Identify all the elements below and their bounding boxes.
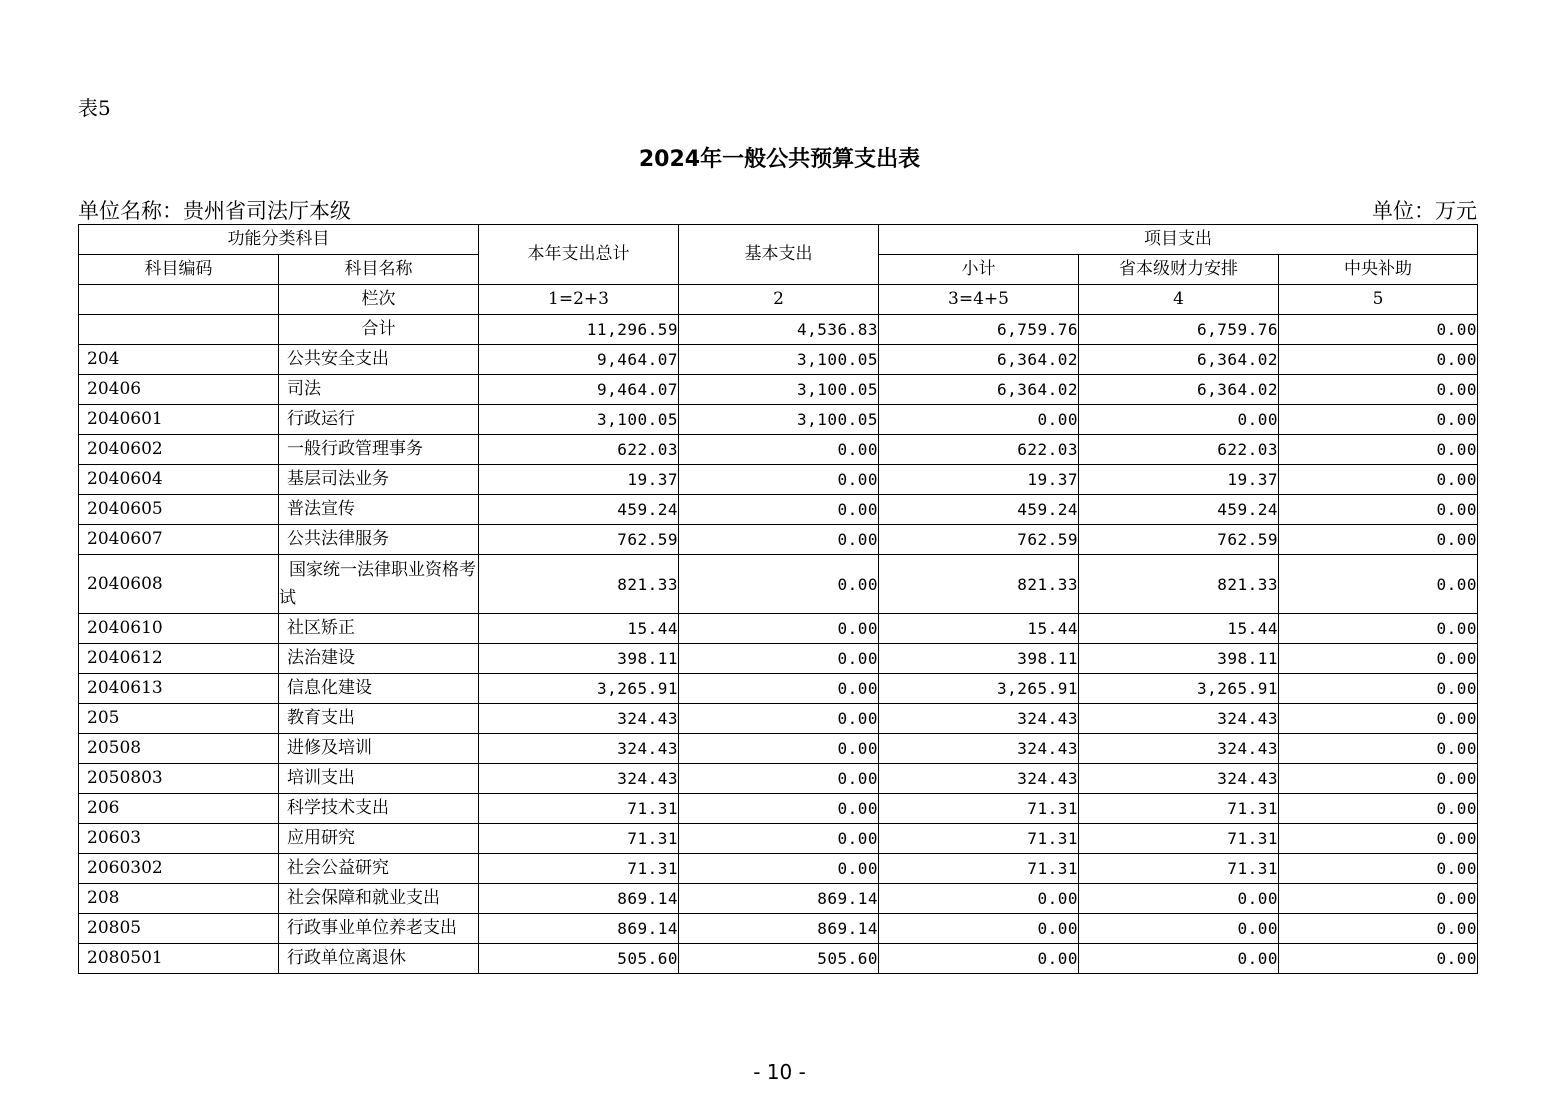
row-subtotal: 0.00 — [879, 944, 1079, 974]
row-code: 208 — [79, 884, 279, 914]
row-code: 2040602 — [79, 435, 279, 465]
row-name: 司法 — [279, 375, 479, 405]
header-total: 本年支出总计 — [479, 225, 679, 285]
row-central: 0.00 — [1279, 794, 1478, 824]
row-provincial: 324.43 — [1079, 704, 1279, 734]
row-subtotal: 3,265.91 — [879, 674, 1079, 704]
row-code: 2040601 — [79, 405, 279, 435]
row-total: 869.14 — [479, 884, 679, 914]
row-name: 应用研究 — [279, 824, 479, 854]
summary-total: 11,296.59 — [479, 315, 679, 345]
row-name: 社会公益研究 — [279, 854, 479, 884]
row-basic: 3,100.05 — [679, 345, 879, 375]
summary-row — [79, 315, 1478, 345]
row-name: 普法宣传 — [279, 495, 479, 525]
row-subtotal: 0.00 — [879, 884, 1079, 914]
column-index-row — [79, 285, 1478, 315]
row-central: 0.00 — [1279, 525, 1478, 555]
row-total: 459.24 — [479, 495, 679, 525]
row-basic: 0.00 — [679, 614, 879, 644]
table-row — [79, 884, 1478, 914]
row-code: 20508 — [79, 734, 279, 764]
row-total: 71.31 — [479, 824, 679, 854]
row-subtotal: 324.43 — [879, 734, 1079, 764]
row-provincial: 3,265.91 — [1079, 674, 1279, 704]
document-title: 2024年一般公共预算支出表 — [638, 147, 921, 172]
row-total: 3,265.91 — [479, 674, 679, 704]
row-subtotal: 0.00 — [879, 914, 1079, 944]
row-name: 教育支出 — [279, 704, 479, 734]
row-central: 0.00 — [1279, 465, 1478, 495]
table-row — [79, 704, 1478, 734]
row-name: 行政运行 — [279, 405, 479, 435]
row-central: 0.00 — [1279, 944, 1478, 974]
table-row — [79, 914, 1478, 944]
row-name: 公共法律服务 — [279, 525, 479, 555]
row-code: 20805 — [79, 914, 279, 944]
row-provincial: 398.11 — [1079, 644, 1279, 674]
row-name: 法治建设 — [279, 644, 479, 674]
row-provincial: 71.31 — [1079, 854, 1279, 884]
row-central: 0.00 — [1279, 614, 1478, 644]
table-row — [79, 824, 1478, 854]
table-row — [79, 525, 1478, 555]
row-provincial: 0.00 — [1079, 914, 1279, 944]
row-code: 2040608 — [79, 555, 279, 614]
row-total: 324.43 — [479, 764, 679, 794]
summary-central: 0.00 — [1279, 315, 1478, 345]
row-subtotal: 762.59 — [879, 525, 1079, 555]
header-provincial: 省本级财力安排 — [1079, 255, 1279, 285]
row-name: 社会保障和就业支出 — [279, 884, 479, 914]
row-provincial: 0.00 — [1079, 405, 1279, 435]
row-name: 社区矫正 — [279, 614, 479, 644]
row-provincial: 762.59 — [1079, 525, 1279, 555]
table-row — [79, 734, 1478, 764]
row-basic: 0.00 — [679, 734, 879, 764]
row-code: 2040610 — [79, 614, 279, 644]
row-basic: 0.00 — [679, 525, 879, 555]
table-row — [79, 375, 1478, 405]
row-subtotal: 71.31 — [879, 794, 1079, 824]
row-basic: 0.00 — [679, 854, 879, 884]
row-total: 19.37 — [479, 465, 679, 495]
row-central: 0.00 — [1279, 884, 1478, 914]
row-provincial: 0.00 — [1079, 884, 1279, 914]
row-code: 204 — [79, 345, 279, 375]
row-provincial: 324.43 — [1079, 764, 1279, 794]
row-central: 0.00 — [1279, 644, 1478, 674]
row-subtotal: 622.03 — [879, 435, 1079, 465]
row-provincial: 6,364.02 — [1079, 345, 1279, 375]
row-total: 3,100.05 — [479, 405, 679, 435]
table-label: 表5 — [78, 96, 111, 120]
row-basic: 3,100.05 — [679, 375, 879, 405]
row-code: 205 — [79, 704, 279, 734]
row-central: 0.00 — [1279, 345, 1478, 375]
row-basic: 0.00 — [679, 435, 879, 465]
row-subtotal: 398.11 — [879, 644, 1079, 674]
row-basic: 3,100.05 — [679, 405, 879, 435]
row-name: 行政事业单位养老支出 — [279, 914, 479, 944]
row-code: 2060302 — [79, 854, 279, 884]
row-basic: 0.00 — [679, 495, 879, 525]
row-name: 科学技术支出 — [279, 794, 479, 824]
row-central: 0.00 — [1279, 824, 1478, 854]
table-row — [79, 674, 1478, 704]
row-subtotal: 6,364.02 — [879, 375, 1079, 405]
row-name: 公共安全支出 — [279, 345, 479, 375]
row-central: 0.00 — [1279, 674, 1478, 704]
summary-label: 合计 — [279, 315, 479, 345]
row-code: 2040607 — [79, 525, 279, 555]
row-code: 2040612 — [79, 644, 279, 674]
header-code: 科目编码 — [79, 255, 279, 285]
row-total: 821.33 — [479, 555, 679, 614]
table-row — [79, 614, 1478, 644]
row-central: 0.00 — [1279, 704, 1478, 734]
row-code: 206 — [79, 794, 279, 824]
table-row — [79, 794, 1478, 824]
row-subtotal: 821.33 — [879, 555, 1079, 614]
row-total: 324.43 — [479, 704, 679, 734]
row-provincial: 6,364.02 — [1079, 375, 1279, 405]
row-basic: 505.60 — [679, 944, 879, 974]
row-subtotal: 71.31 — [879, 824, 1079, 854]
row-total: 71.31 — [479, 794, 679, 824]
unit-name: 单位名称：贵州省司法厅本级 — [78, 199, 351, 223]
row-provincial: 19.37 — [1079, 465, 1279, 495]
row-code: 20406 — [79, 375, 279, 405]
row-basic: 0.00 — [679, 794, 879, 824]
row-basic: 0.00 — [679, 555, 879, 614]
header-row-1 — [79, 225, 1478, 255]
row-total: 505.60 — [479, 944, 679, 974]
table-row — [79, 405, 1478, 435]
row-name: 进修及培训 — [279, 734, 479, 764]
table-row — [79, 495, 1478, 525]
row-central: 0.00 — [1279, 914, 1478, 944]
row-basic: 0.00 — [679, 674, 879, 704]
row-central: 0.00 — [1279, 854, 1478, 884]
table-row — [79, 345, 1478, 375]
row-subtotal: 324.43 — [879, 764, 1079, 794]
column-index-provincial: 4 — [1079, 285, 1279, 315]
row-code: 2040604 — [79, 465, 279, 495]
summary-subtotal: 6,759.76 — [879, 315, 1079, 345]
row-provincial: 324.43 — [1079, 734, 1279, 764]
row-subtotal: 324.43 — [879, 704, 1079, 734]
row-total: 9,464.07 — [479, 375, 679, 405]
table-row — [79, 854, 1478, 884]
row-central: 0.00 — [1279, 764, 1478, 794]
row-subtotal: 0.00 — [879, 405, 1079, 435]
row-provincial: 0.00 — [1079, 944, 1279, 974]
row-provincial: 622.03 — [1079, 435, 1279, 465]
row-total: 762.59 — [479, 525, 679, 555]
column-index-subtotal: 3=4+5 — [879, 285, 1079, 315]
table-row — [79, 644, 1478, 674]
column-index-label: 栏次 — [279, 285, 479, 315]
row-provincial: 71.31 — [1079, 824, 1279, 854]
row-basic: 0.00 — [679, 704, 879, 734]
row-code: 2040613 — [79, 674, 279, 704]
header-subtotal: 小计 — [879, 255, 1079, 285]
row-code: 2050803 — [79, 764, 279, 794]
row-code: 20603 — [79, 824, 279, 854]
summary-basic: 4,536.83 — [679, 315, 879, 345]
header-central: 中央补助 — [1279, 255, 1478, 285]
row-name: 信息化建设 — [279, 674, 479, 704]
row-basic: 869.14 — [679, 884, 879, 914]
table-row — [79, 465, 1478, 495]
page-number: - 10 - — [753, 1060, 806, 1084]
row-basic: 0.00 — [679, 465, 879, 495]
header-name: 科目名称 — [279, 255, 479, 285]
column-index-total: 1=2+3 — [479, 285, 679, 315]
row-code: 2080501 — [79, 944, 279, 974]
row-basic: 869.14 — [679, 914, 879, 944]
row-total: 15.44 — [479, 614, 679, 644]
unit-measure: 单位：万元 — [1372, 199, 1477, 223]
row-code: 2040605 — [79, 495, 279, 525]
row-basic: 0.00 — [679, 824, 879, 854]
row-total: 869.14 — [479, 914, 679, 944]
row-central: 0.00 — [1279, 734, 1478, 764]
header-basic: 基本支出 — [679, 225, 879, 285]
row-total: 9,464.07 — [479, 345, 679, 375]
row-total: 398.11 — [479, 644, 679, 674]
row-provincial: 15.44 — [1079, 614, 1279, 644]
row-total: 622.03 — [479, 435, 679, 465]
table-row — [79, 944, 1478, 974]
row-total: 71.31 — [479, 854, 679, 884]
row-provincial: 821.33 — [1079, 555, 1279, 614]
row-subtotal: 19.37 — [879, 465, 1079, 495]
row-provincial: 459.24 — [1079, 495, 1279, 525]
row-central: 0.00 — [1279, 375, 1478, 405]
row-subtotal: 15.44 — [879, 614, 1079, 644]
row-name: 培训支出 — [279, 764, 479, 794]
row-name: 行政单位离退休 — [279, 944, 479, 974]
table-row — [79, 435, 1478, 465]
header-function-class: 功能分类科目 — [79, 225, 479, 255]
column-index-basic: 2 — [679, 285, 879, 315]
row-central: 0.00 — [1279, 405, 1478, 435]
row-central: 0.00 — [1279, 495, 1478, 525]
row-subtotal: 6,364.02 — [879, 345, 1079, 375]
row-basic: 0.00 — [679, 644, 879, 674]
row-provincial: 71.31 — [1079, 794, 1279, 824]
summary-code — [79, 315, 279, 345]
row-central: 0.00 — [1279, 555, 1478, 614]
row-name: 基层司法业务 — [279, 465, 479, 495]
table-row — [79, 555, 1478, 614]
row-subtotal: 71.31 — [879, 854, 1079, 884]
row-subtotal: 459.24 — [879, 495, 1079, 525]
budget-table — [78, 224, 1478, 974]
row-name: 一般行政管理事务 — [279, 435, 479, 465]
row-basic: 0.00 — [679, 764, 879, 794]
row-total: 324.43 — [479, 734, 679, 764]
row-name: 国家统一法律职业资格考试 — [279, 555, 479, 614]
column-index-central: 5 — [1279, 285, 1478, 315]
column-index-code — [79, 285, 279, 315]
table-row — [79, 764, 1478, 794]
summary-provincial: 6,759.76 — [1079, 315, 1279, 345]
header-project: 项目支出 — [879, 225, 1478, 255]
row-central: 0.00 — [1279, 435, 1478, 465]
